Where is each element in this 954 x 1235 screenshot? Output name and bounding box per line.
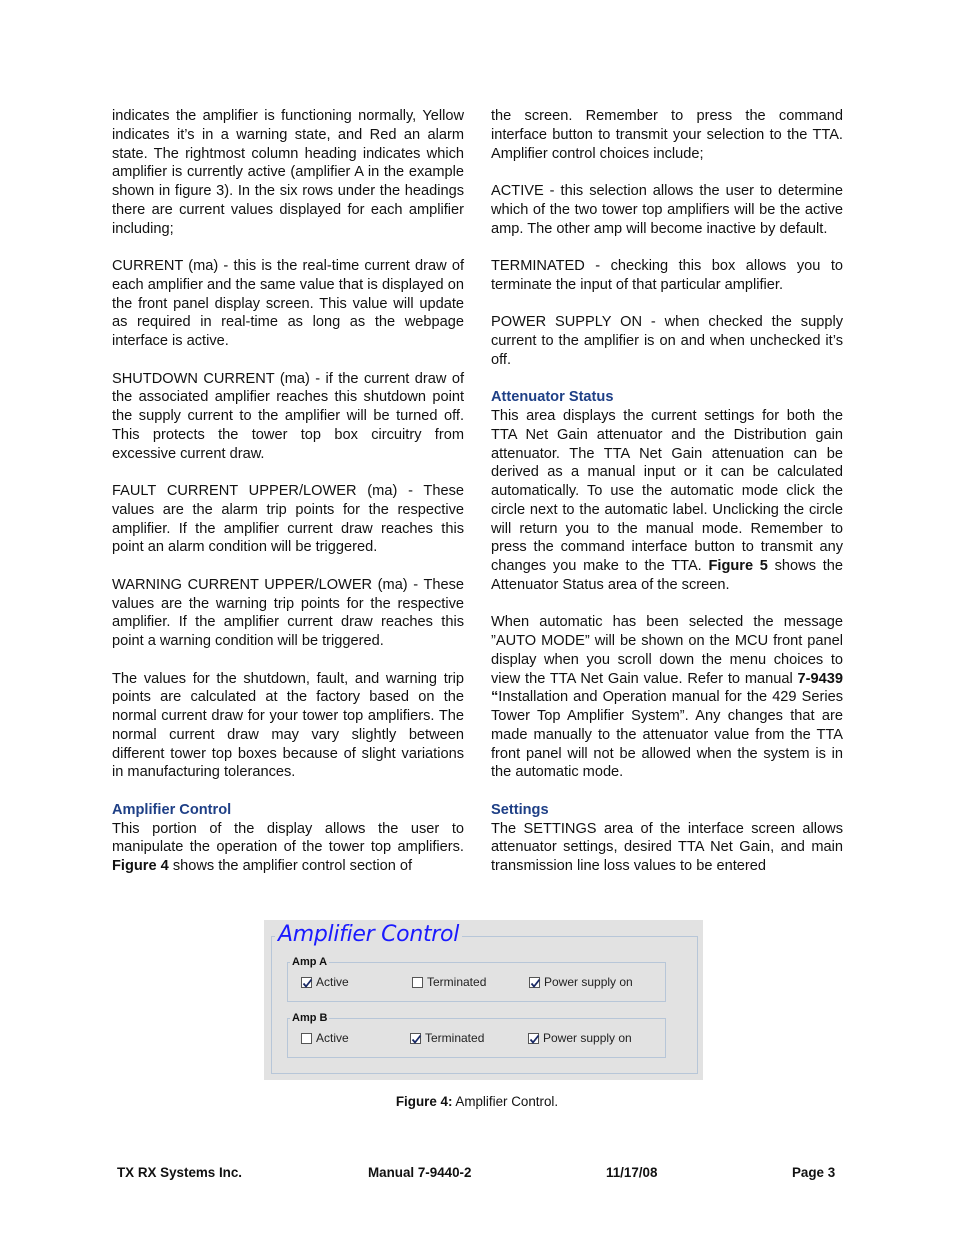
caption-label: Figure 4: <box>395 1094 453 1109</box>
checkbox-icon[interactable] <box>410 1033 421 1044</box>
paragraph-status-colors: indicates the amplifier is functioning normally, Yellow indicates it’s in a warning state, and Red an alarm state. The rightmost column heading indicates which amplifier is currently active (amplifier A in the example shown in figure 3). In the six rows under the headings there are current values displayed for each amplifier including; <box>112 108 464 237</box>
checkbox-icon[interactable] <box>301 1033 312 1044</box>
paragraph-amplifier-control <box>112 820 464 876</box>
amp-b-group <box>287 1012 666 1058</box>
paragraph-screen-remember: the screen. Remember to press the command interface button to transmit your selection to the TTA. Amplifier control choices include; <box>491 108 843 162</box>
checkmark-icon <box>530 978 541 989</box>
paragraph-shutdown-current: SHUTDOWN CURRENT (ma) - if the current draw of the associated amplifier reaches this shutdown point the supply current to the amplifier will be turned off. This protects the tower top box circuitry from excessive current draw. <box>112 370 464 462</box>
checkbox-icon[interactable] <box>301 977 312 988</box>
figure-reference: Figure 4 <box>112 858 169 874</box>
amp-b-label: Amp B <box>292 1012 328 1024</box>
amp-a-terminated-checkbox[interactable] <box>412 975 486 989</box>
paragraph-trip-points: The values for the shutdown, fault, and warning trip points are calculated at the factory based on the normal current draw for your tower top amplifiers. The normal current draw may vary slightly between different tower top boxes because of slight variations in manufacturing tolerances. <box>112 670 464 781</box>
figure-caption <box>0 1094 954 1110</box>
checkmark-icon <box>411 1034 422 1045</box>
heading-amplifier-control: Amplifier Control <box>112 801 232 818</box>
text-run: This portion of the display allows the user to manipulate the operation of the tower top amplifiers. <box>112 820 464 856</box>
amp-b-active-checkbox[interactable] <box>301 1031 349 1045</box>
heading-attenuator-status: Attenuator Status <box>491 389 614 406</box>
checkbox-icon[interactable] <box>412 977 423 988</box>
paragraph-fault-current: FAULT CURRENT UPPER/LOWER (ma) - These values are the alarm trip points for the respective amplifier. If the amplifier current draw reaches this point an alarm condition will be triggered. <box>112 483 464 556</box>
paragraph-attenuator-status <box>491 407 843 595</box>
text-run: This area displays the current settings for both the TTA Net Gain attenuator and the Distribution gain attenuator. The TTA Net Gain attenuation can be derived as a manual input or it can be calculated automatically. To use the automatic mode click the circle next to the automatic label. Unclicking the circle will return you to the manual mode. Remember to press the command interface button to transmit any changes you make to the TTA. <box>491 408 843 574</box>
paragraph-current: CURRENT (ma) - this is the real-time current draw of each amplifier and the same value that is displayed on the front panel display screen. This value will update as required in real-time as long as the webpage interface is active. <box>112 258 464 349</box>
checkbox-label: Terminated <box>427 975 487 989</box>
amplifier-control-title: Amplifier Control <box>275 922 462 948</box>
amplifier-control-figure <box>264 920 703 1080</box>
checkbox-label: Terminated <box>425 1031 485 1045</box>
text-run: shows the amplifier control section of <box>168 858 413 874</box>
checkbox-label: Active <box>316 975 349 989</box>
text-run: When automatic has been selected the message ”AUTO MODE” will be shown on the MCU front panel display when you scroll down the menu choices to view the TTA Net Gain value. Refer to manual <box>491 614 843 687</box>
amp-a-label: Amp A <box>292 956 328 968</box>
checkbox-icon[interactable] <box>528 1033 539 1044</box>
paragraph-active: ACTIVE - this selection allows the user to determine which of the two tower top amplifiers will be the active amp. The other amp will become inactive by default. <box>491 183 843 237</box>
checkmark-icon <box>529 1034 540 1045</box>
text-run: shows the Attenuator Status area of the screen. <box>491 558 844 593</box>
figure-reference: Figure 5 <box>708 558 768 574</box>
amp-a-group <box>287 956 666 1002</box>
amp-a-active-checkbox[interactable] <box>301 975 349 989</box>
footer-date: 11/17/08 <box>606 1165 658 1180</box>
amp-b-terminated-checkbox[interactable] <box>410 1031 484 1045</box>
checkbox-icon[interactable] <box>529 977 540 988</box>
footer-page-number: Page 3 <box>792 1165 836 1180</box>
right-column <box>491 107 843 876</box>
paragraph-terminated: TERMINATED - checking this box allows you to terminate the input of that particular amplifier. <box>491 258 843 293</box>
paragraph-settings: The SETTINGS area of the interface screen allows attenuator settings, desired TTA Net Gain, and main transmission line loss values to be entered <box>491 820 843 874</box>
amp-b-power-supply-checkbox[interactable] <box>528 1031 632 1045</box>
left-column <box>112 107 464 876</box>
manual-reference: 7-9439 “ <box>491 670 843 706</box>
footer-manual: Manual 7-9440-2 <box>368 1165 472 1180</box>
paragraph-warning-current: WARNING CURRENT UPPER/LOWER (ma) - These values are the warning trip points for the respective amplifier. If the amplifier current draw reaches this point a warning condition will be triggered. <box>112 576 464 649</box>
checkmark-icon <box>302 978 313 989</box>
caption-text: Amplifier Control. <box>452 1094 559 1109</box>
checkbox-label: Power supply on <box>544 975 633 989</box>
paragraph-auto-mode <box>491 613 843 782</box>
footer-company: TX RX Systems Inc. <box>117 1165 243 1180</box>
heading-settings: Settings <box>491 801 549 818</box>
amp-a-power-supply-checkbox[interactable] <box>529 975 633 989</box>
text-run: Installation and Operation manual for the 429 Series Tower Top Amplifier System”. Any changes that are made manually to the attenuator value from the TTA front panel will not be allowed when the system is in the automatic mode. <box>491 689 843 781</box>
checkbox-label: Power supply on <box>543 1031 632 1045</box>
paragraph-power-supply-on: POWER SUPPLY ON - when checked the supply current to the amplifier is on and when unchecked it’s off. <box>491 314 843 368</box>
checkbox-label: Active <box>316 1031 349 1045</box>
